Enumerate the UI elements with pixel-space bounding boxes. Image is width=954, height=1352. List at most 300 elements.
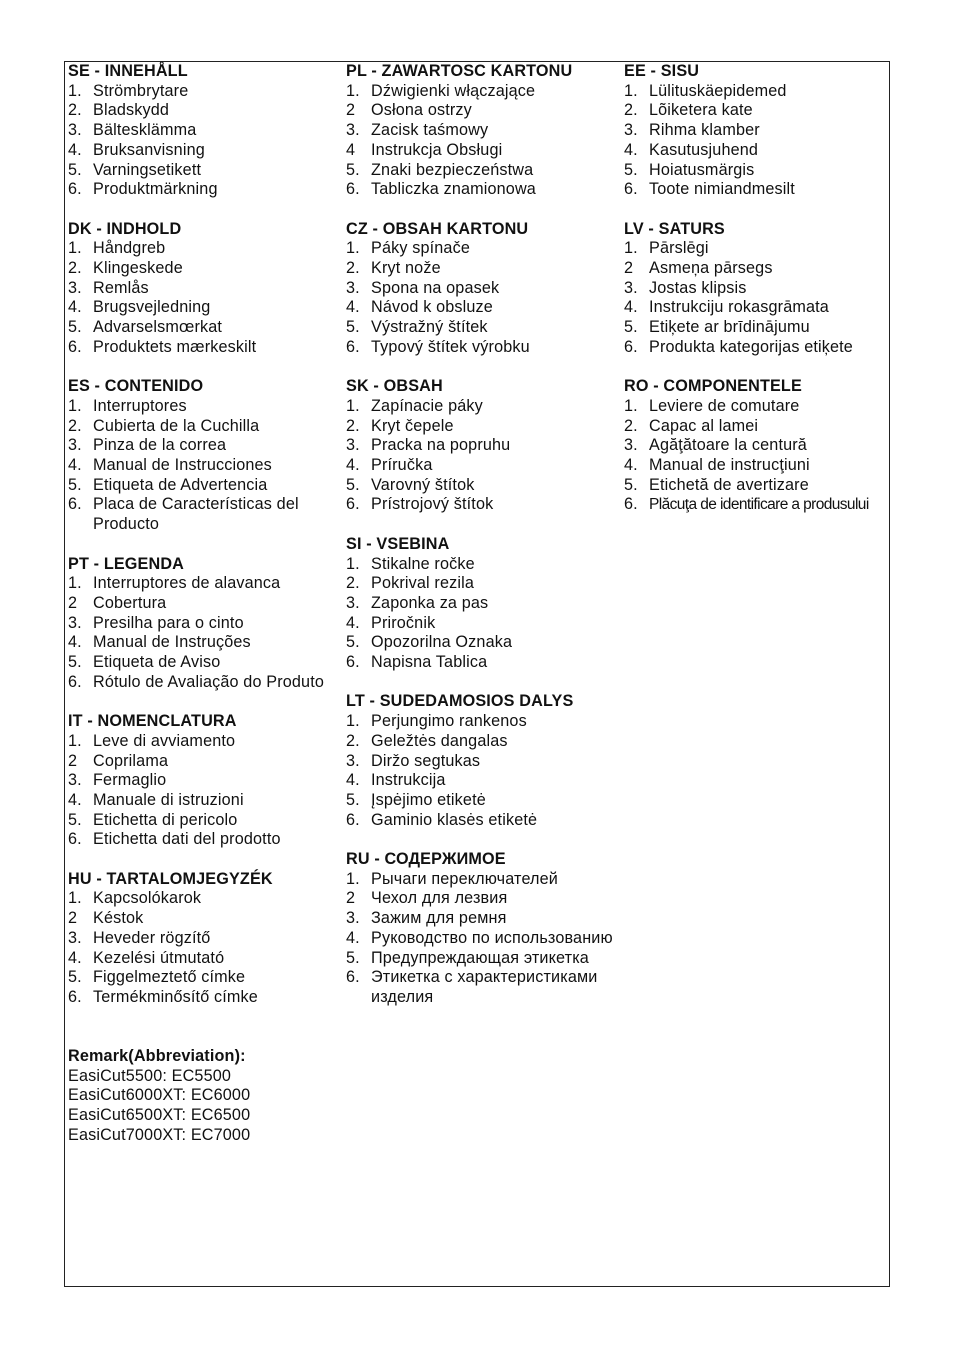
item-number: 2. (68, 259, 82, 278)
item-number: 1. (68, 889, 82, 908)
item-number: 2. (624, 101, 638, 120)
section-title: SI - VSEBINA (346, 534, 450, 553)
list-item (68, 121, 336, 141)
parts-list (624, 239, 886, 357)
item-label: Diržo segtukas (371, 751, 481, 770)
language-section (68, 870, 336, 1008)
list-item (624, 141, 886, 161)
list-item (68, 298, 336, 318)
item-number: 4. (68, 456, 82, 475)
item-number: 1. (68, 81, 82, 100)
item-label: Dźwigienki włączające (371, 81, 536, 100)
item-number: 3. (346, 436, 360, 455)
item-number: 5. (624, 475, 638, 494)
item-label: Kasutusjuhend (649, 140, 759, 159)
list-item (68, 929, 336, 949)
item-label: Znaki bezpieczeństwa (371, 160, 534, 179)
item-number: 4. (624, 456, 638, 475)
spacer (68, 1027, 336, 1047)
list-item (346, 161, 614, 181)
list-item (68, 830, 336, 850)
item-label: Varovný štítok (371, 475, 475, 494)
item-number: 3. (346, 278, 360, 297)
item-number: 4. (346, 613, 360, 632)
list-item (624, 338, 886, 358)
item-label: Pracka na popruhu (371, 436, 511, 455)
remark-line: EasiCut7000XT: EC7000 (68, 1125, 251, 1144)
item-number: 1. (346, 554, 360, 573)
item-number: 1. (68, 396, 82, 415)
item-number: 3. (68, 436, 82, 455)
item-number: 5. (346, 790, 360, 809)
list-item (346, 653, 614, 673)
item-label: Kezelési útmutató (93, 948, 225, 967)
item-label: Késtok (93, 909, 144, 928)
list-item (624, 397, 886, 417)
item-label: Rótulo de Avaliação do Produto (93, 672, 324, 691)
item-label: Etiqueta de Aviso (93, 653, 221, 672)
list-item (346, 752, 614, 772)
item-label: Leviere de comutare (649, 396, 800, 415)
item-label: Etiqueta de Advertencia (93, 475, 268, 494)
item-number: 1. (68, 239, 82, 258)
section-title: SE - INNEHÅLL (68, 62, 188, 80)
item-label: Interruptores de alavanca (93, 574, 281, 593)
list-item (68, 791, 336, 811)
column-3 (624, 62, 886, 535)
list-item (346, 712, 614, 732)
item-label: Páky spínače (371, 239, 470, 258)
list-item (624, 495, 886, 515)
item-number: 1. (346, 869, 360, 888)
item-number: 6. (68, 337, 82, 356)
item-number: 2 (346, 889, 356, 908)
item-label: Etichetta dati del prodotto (93, 830, 281, 849)
item-number: 4. (346, 928, 360, 947)
list-item (346, 476, 614, 496)
item-label: Produktmärkning (93, 180, 218, 199)
list-item (68, 239, 336, 259)
item-label: Kryt nože (371, 259, 441, 278)
item-label: Produkta kategorijas etiķete (649, 337, 853, 356)
parts-list (624, 82, 886, 200)
item-number: 6. (68, 672, 82, 691)
list-item (68, 141, 336, 161)
section-title: IT - NOMENCLATURA (68, 712, 237, 731)
list-item (346, 318, 614, 338)
item-number: 5. (68, 475, 82, 494)
parts-list (346, 712, 614, 830)
list-item (624, 298, 886, 318)
language-section (68, 712, 336, 850)
parts-list (68, 239, 336, 357)
list-item (624, 456, 886, 476)
item-label: Fermaglio (93, 771, 167, 790)
item-label: Instrukcja Obsługi (371, 140, 503, 159)
item-number: 4 (346, 140, 356, 159)
item-label: Klingeskede (93, 259, 183, 278)
item-label: Výstražný štítek (371, 318, 488, 337)
item-number: 5. (68, 968, 82, 987)
list-item (346, 574, 614, 594)
item-label: Remlås (93, 278, 149, 297)
list-item (624, 239, 886, 259)
item-label: Руководство по использованию (371, 928, 613, 947)
item-number: 4. (68, 790, 82, 809)
parts-list (68, 574, 336, 692)
list-item (68, 771, 336, 791)
item-label: Чехол для лезвия (371, 889, 508, 908)
section-title: LT - SUDEDAMOSIOS DALYS (346, 692, 574, 711)
list-item (624, 436, 886, 456)
item-number: 3. (68, 928, 82, 947)
item-number: 3. (68, 771, 82, 790)
item-number: 2. (346, 574, 360, 593)
item-label: Cobertura (93, 593, 167, 612)
item-label: Etichetă de avertizare (649, 475, 809, 494)
language-section (68, 555, 336, 693)
list-item (624, 318, 886, 338)
item-label: Рычаги переключателей (371, 869, 558, 888)
item-number: 4. (68, 298, 82, 317)
item-label: Placa de Características del Producto (93, 495, 299, 534)
item-number: 6. (624, 337, 638, 356)
item-number: 4. (624, 140, 638, 159)
list-item (624, 417, 886, 437)
item-label: Rihma klamber (649, 121, 760, 140)
list-item (346, 968, 614, 1007)
list-item (68, 476, 336, 496)
section-title: PT - LEGENDA (68, 554, 185, 573)
item-label: Cubierta de la Cuchilla (93, 416, 260, 435)
item-number: 6. (346, 495, 360, 514)
item-label: Etichetta di pericolo (93, 810, 238, 829)
list-item (346, 929, 614, 949)
section-title: PL - ZAWARTOSC KARTONU (346, 62, 573, 80)
list-item (346, 456, 614, 476)
item-label: Zapínacie páky (371, 396, 483, 415)
item-number: 3. (68, 121, 82, 140)
item-label: Зажим для ремня (371, 909, 507, 928)
item-number: 5. (346, 475, 360, 494)
list-item (68, 259, 336, 279)
item-label: Typový štítek výrobku (371, 337, 530, 356)
section-title: RO - COMPONENTELE (624, 377, 802, 396)
item-number: 6. (68, 495, 82, 514)
list-item (346, 791, 614, 811)
remark-line: EasiCut6500XT: EC6500 (68, 1106, 251, 1125)
item-number: 1. (624, 396, 638, 415)
list-item (68, 436, 336, 456)
list-item (346, 397, 614, 417)
item-number: 1. (68, 574, 82, 593)
item-number: 4. (346, 456, 360, 475)
list-item (346, 417, 614, 437)
item-label: Этикетка с характеристиками изделия (371, 968, 598, 1006)
list-item (68, 161, 336, 181)
item-number: 6. (624, 495, 638, 514)
list-item (624, 180, 886, 200)
item-label: Presilha para o cinto (93, 613, 244, 632)
item-label: Bladskydd (93, 101, 170, 120)
list-item (68, 180, 336, 200)
item-number: 2 (346, 101, 356, 120)
list-item (346, 239, 614, 259)
item-number: 6. (68, 830, 82, 849)
item-label: Strömbrytare (93, 81, 189, 100)
list-item (68, 318, 336, 338)
item-label: Spona na opasek (371, 278, 500, 297)
item-number: 4. (68, 633, 82, 652)
item-number: 6. (346, 180, 360, 199)
item-label: Agăţătoare la centură (649, 436, 807, 455)
item-number: 1. (346, 81, 360, 100)
item-label: Manual de Instruções (93, 633, 251, 652)
item-number: 2. (624, 416, 638, 435)
item-label: Etiķete ar brīdinājumu (649, 318, 810, 337)
item-number: 4. (346, 298, 360, 317)
item-label: Pokrival rezila (371, 574, 475, 593)
item-label: Figgelmeztető címke (93, 968, 246, 987)
list-item (68, 417, 336, 437)
item-number: 6. (346, 337, 360, 356)
item-number: 5. (68, 160, 82, 179)
list-item (624, 279, 886, 299)
item-number: 4. (346, 771, 360, 790)
language-section (346, 535, 614, 673)
item-label: Lülituskäepidemed (649, 81, 787, 100)
list-item (68, 949, 336, 969)
item-label: Kapcsolókarok (93, 889, 202, 908)
item-label: Leve di avviamento (93, 731, 236, 750)
list-item (68, 752, 336, 772)
item-label: Interruptores (93, 396, 187, 415)
item-label: Kryt čepele (371, 416, 454, 435)
content-frame (64, 61, 890, 1287)
item-number: 6. (346, 810, 360, 829)
item-number: 4. (68, 140, 82, 159)
list-item (68, 594, 336, 614)
parts-list (68, 889, 336, 1007)
item-number: 6. (346, 968, 360, 987)
item-label: Tabliczka znamionowa (371, 180, 536, 199)
language-section (346, 692, 614, 830)
item-label: Zaponka za pas (371, 593, 489, 612)
section-title: SK - OBSAH (346, 377, 443, 396)
item-label: Prístrojový štítok (371, 495, 494, 514)
item-number: 3. (346, 593, 360, 612)
item-number: 5. (346, 948, 360, 967)
item-label: Įspėjimo etiketė (371, 790, 486, 809)
item-number: 2. (68, 416, 82, 435)
item-number: 4. (68, 948, 82, 967)
item-label: Pārslēgi (649, 239, 709, 258)
column-1 (68, 62, 336, 1146)
column-2 (346, 62, 614, 1027)
section-title: DK - INDHOLD (68, 219, 182, 238)
list-item (346, 436, 614, 456)
list-item (68, 633, 336, 653)
item-number: 4. (624, 298, 638, 317)
section-title: EE - SISU (624, 62, 700, 80)
item-number: 3. (346, 909, 360, 928)
item-label: Instrukcija (371, 771, 446, 790)
list-item (68, 456, 336, 476)
list-item (346, 101, 614, 121)
item-label: Toote nimiandmesilt (649, 180, 795, 199)
list-item (346, 889, 614, 909)
language-section (68, 377, 336, 535)
item-number: 1. (624, 81, 638, 100)
item-number: 5. (624, 160, 638, 179)
item-number: 2 (68, 593, 78, 612)
item-label: Bältesklämma (93, 121, 197, 140)
list-item (346, 614, 614, 634)
item-number: 3. (624, 121, 638, 140)
parts-list (68, 397, 336, 535)
item-number: 2 (624, 259, 634, 278)
list-item (346, 594, 614, 614)
list-item (68, 574, 336, 594)
list-item (346, 180, 614, 200)
list-item (346, 555, 614, 575)
item-number: 6. (68, 180, 82, 199)
list-item (68, 495, 336, 534)
parts-list (346, 397, 614, 515)
parts-list (346, 555, 614, 673)
item-number: 2. (346, 731, 360, 750)
remark-line: EasiCut5500: EC5500 (68, 1066, 232, 1085)
item-number: 2. (346, 259, 360, 278)
item-label: Priročnik (371, 613, 436, 632)
item-number: 5. (68, 653, 82, 672)
item-label: Jostas klipsis (649, 278, 747, 297)
item-label: Предупреждающая этикетка (371, 948, 589, 967)
item-label: Håndgreb (93, 239, 166, 258)
item-label: Capac al lamei (649, 416, 759, 435)
parts-list (624, 397, 886, 515)
language-section (346, 220, 614, 358)
section-title: CZ - OBSAH KARTONU (346, 219, 529, 238)
list-item (68, 732, 336, 752)
item-number: 1. (68, 731, 82, 750)
item-number: 3. (624, 278, 638, 297)
section-title: HU - TARTALOMJEGYZÉK (68, 869, 273, 888)
language-section (346, 850, 614, 1008)
list-item (68, 82, 336, 102)
language-section (624, 62, 886, 200)
list-item (624, 259, 886, 279)
parts-list (346, 239, 614, 357)
item-label: Návod k obsluze (371, 298, 493, 317)
item-number: 6. (346, 653, 360, 672)
remark-title: Remark(Abbreviation): (68, 1047, 246, 1066)
section-title: LV - SATURS (624, 219, 725, 238)
item-number: 5. (68, 810, 82, 829)
list-item (624, 82, 886, 102)
list-item (346, 298, 614, 318)
list-item (68, 614, 336, 634)
remark-block (68, 1047, 336, 1146)
section-title: RU - СОДЕРЖИМОЕ (346, 850, 506, 869)
item-number: 1. (346, 239, 360, 258)
list-item (68, 397, 336, 417)
item-label: Manual de Instrucciones (93, 456, 272, 475)
parts-list (68, 82, 336, 200)
item-label: Termékminősítő címke (93, 987, 258, 1006)
list-item (346, 633, 614, 653)
list-item (346, 732, 614, 752)
item-label: Opozorilna Oznaka (371, 633, 513, 652)
item-number: 1. (624, 239, 638, 258)
list-item (68, 673, 336, 693)
item-number: 5. (346, 160, 360, 179)
parts-list (346, 82, 614, 200)
language-section (346, 62, 614, 200)
item-label: Perjungimo rankenos (371, 712, 527, 731)
list-item (68, 279, 336, 299)
list-item (624, 161, 886, 181)
item-number: 6. (68, 987, 82, 1006)
item-label: Brugsvejledning (93, 298, 211, 317)
item-number: 5. (68, 318, 82, 337)
item-label: Geležtės dangalas (371, 731, 508, 750)
item-label: Instrukciju rokasgrāmata (649, 298, 829, 317)
item-label: Manuale di istruzioni (93, 790, 244, 809)
list-item (68, 968, 336, 988)
list-item (346, 909, 614, 929)
item-number: 3. (68, 278, 82, 297)
item-label: Heveder rögzítő (93, 928, 211, 947)
list-item (68, 811, 336, 831)
item-number: 3. (346, 751, 360, 770)
item-number: 3. (624, 436, 638, 455)
item-label: Varningsetikett (93, 160, 202, 179)
item-label: Príručka (371, 456, 433, 475)
item-label: Lõiketera kate (649, 101, 753, 120)
item-number: 2 (68, 909, 78, 928)
language-section (624, 220, 886, 358)
list-item (624, 476, 886, 496)
language-section (68, 220, 336, 358)
item-number: 1. (346, 712, 360, 731)
item-number: 1. (346, 396, 360, 415)
item-number: 2 (68, 751, 78, 770)
list-item (346, 279, 614, 299)
remark-line: EasiCut6000XT: EC6000 (68, 1086, 251, 1105)
item-number: 5. (624, 318, 638, 337)
item-label: Zacisk taśmowy (371, 121, 489, 140)
item-number: 5. (346, 318, 360, 337)
list-item (624, 101, 886, 121)
item-label: Napisna Tablica (371, 653, 488, 672)
item-number: 3. (346, 121, 360, 140)
item-label: Plăcuţa de identificare a produsului (649, 496, 869, 514)
item-number: 6. (624, 180, 638, 199)
item-number: 2. (68, 101, 82, 120)
parts-list (346, 870, 614, 1008)
item-label: Advarselsmœrkat (93, 318, 223, 337)
list-item (346, 338, 614, 358)
list-item (624, 121, 886, 141)
language-section (346, 377, 614, 515)
item-label: Osłona ostrzy (371, 101, 472, 120)
item-label: Produktets mærkeskilt (93, 337, 257, 356)
item-label: Gaminio klasės etiketė (371, 810, 538, 829)
item-label: Pinza de la correa (93, 436, 227, 455)
item-number: 2. (346, 416, 360, 435)
list-item (346, 949, 614, 969)
